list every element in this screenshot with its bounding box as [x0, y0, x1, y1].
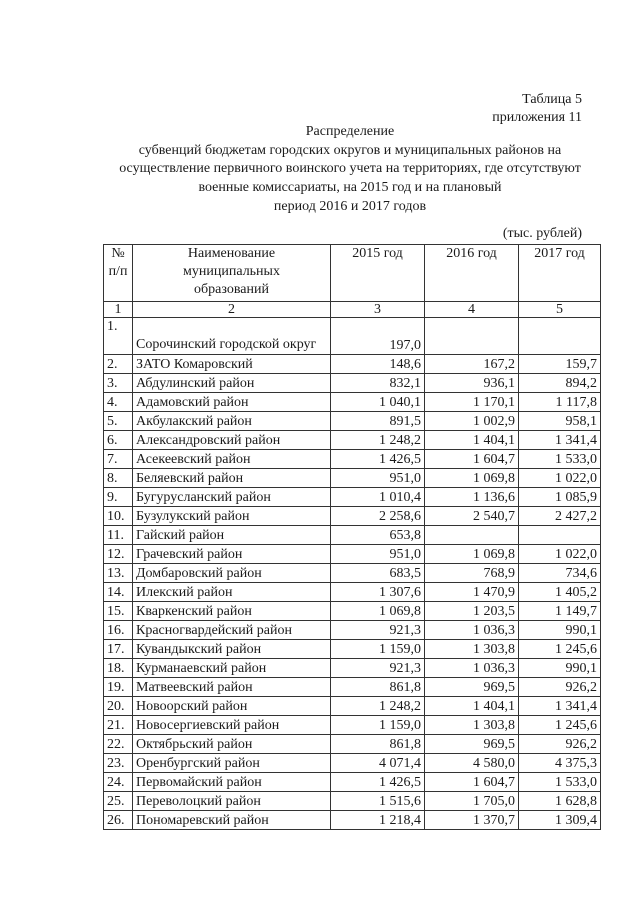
row-number: 8. [104, 469, 133, 488]
row-number: 16. [104, 621, 133, 640]
value-2015: 1 218,4 [331, 811, 425, 830]
row-number: 14. [104, 583, 133, 602]
value-2017: 1 628,8 [519, 792, 601, 811]
row-number: 9. [104, 488, 133, 507]
table-row [104, 318, 601, 355]
row-name: Октябрьский район [133, 735, 331, 754]
value-2016: 1 069,8 [425, 469, 519, 488]
table-row [104, 773, 601, 792]
table-row [104, 545, 601, 564]
value-2016: 969,5 [425, 735, 519, 754]
value-2017: 926,2 [519, 735, 601, 754]
col-number: 3 [331, 302, 425, 318]
value-2017 [519, 318, 601, 355]
title-line: военные комиссариаты, на 2015 год и на плановый [198, 180, 502, 196]
row-name: Бугурусланский район [133, 488, 331, 507]
title-line: осуществление первичного воинского учета на территориях, где отсутствуют [119, 161, 581, 177]
table-row [104, 526, 601, 545]
row-name: Первомайский район [133, 773, 331, 792]
col-number: 1 [104, 302, 133, 318]
subsidy-table [103, 244, 601, 830]
col-header-name: Наименование муниципальных образований [133, 245, 331, 302]
row-number: 1. [104, 318, 133, 355]
row-number: 17. [104, 640, 133, 659]
table-row [104, 564, 601, 583]
col-number: 5 [519, 302, 601, 318]
row-number: 21. [104, 716, 133, 735]
value-2015: 832,1 [331, 374, 425, 393]
units-label: (тыс. рублей) [502, 226, 582, 241]
value-2015: 683,5 [331, 564, 425, 583]
value-2015: 951,0 [331, 545, 425, 564]
col-header-2017: 2017 год [519, 245, 601, 302]
value-2017: 4 375,3 [519, 754, 601, 773]
value-2017: 926,2 [519, 678, 601, 697]
table-row [104, 716, 601, 735]
value-2017: 1 085,9 [519, 488, 601, 507]
column-number-row [104, 302, 601, 318]
table-row [104, 583, 601, 602]
row-name: Оренбургский район [133, 754, 331, 773]
value-2015: 148,6 [331, 355, 425, 374]
row-number: 12. [104, 545, 133, 564]
row-name: Грачевский район [133, 545, 331, 564]
table-row [104, 355, 601, 374]
value-2015: 1 010,4 [331, 488, 425, 507]
value-2015: 1 040,1 [331, 393, 425, 412]
table-label: Таблица 5 [522, 92, 582, 107]
value-2015: 861,8 [331, 678, 425, 697]
row-number: 6. [104, 431, 133, 450]
row-number: 2. [104, 355, 133, 374]
value-2015: 951,0 [331, 469, 425, 488]
value-2017: 1 245,6 [519, 716, 601, 735]
value-2015: 1 515,6 [331, 792, 425, 811]
document-title [70, 123, 630, 217]
row-name: Новосергиевский район [133, 716, 331, 735]
value-2016: 1 604,7 [425, 773, 519, 792]
value-2017: 990,1 [519, 621, 601, 640]
value-2015: 197,0 [331, 318, 425, 355]
value-2016: 4 580,0 [425, 754, 519, 773]
value-2017: 2 427,2 [519, 507, 601, 526]
value-2017: 734,6 [519, 564, 601, 583]
value-2016: 2 540,7 [425, 507, 519, 526]
value-2016 [425, 526, 519, 545]
table-row [104, 659, 601, 678]
value-2016: 1 036,3 [425, 659, 519, 678]
row-number: 20. [104, 697, 133, 716]
row-number: 25. [104, 792, 133, 811]
row-name: Адамовский район [133, 393, 331, 412]
value-2017: 1 533,0 [519, 450, 601, 469]
row-number: 26. [104, 811, 133, 830]
appendix-label: приложения 11 [492, 110, 582, 125]
row-name: Кваркенский район [133, 602, 331, 621]
value-2017: 1 341,4 [519, 431, 601, 450]
title-line: период 2016 и 2017 годов [273, 198, 427, 214]
table-row [104, 393, 601, 412]
value-2015: 1 426,5 [331, 450, 425, 469]
value-2016: 768,9 [425, 564, 519, 583]
table-row [104, 374, 601, 393]
row-name: Абдулинский район [133, 374, 331, 393]
value-2015: 1 426,5 [331, 773, 425, 792]
value-2017: 159,7 [519, 355, 601, 374]
value-2016: 167,2 [425, 355, 519, 374]
value-2017: 990,1 [519, 659, 601, 678]
row-name: Переволоцкий район [133, 792, 331, 811]
row-name: Беляевский район [133, 469, 331, 488]
value-2016: 1 303,8 [425, 640, 519, 659]
table-row [104, 469, 601, 488]
col-number: 4 [425, 302, 519, 318]
value-2015: 4 071,4 [331, 754, 425, 773]
table-row [104, 640, 601, 659]
table-row [104, 697, 601, 716]
value-2017: 1 022,0 [519, 469, 601, 488]
value-2015: 861,8 [331, 735, 425, 754]
value-2017: 1 117,8 [519, 393, 601, 412]
row-name: Красногвардейский район [133, 621, 331, 640]
row-name: Матвеевский район [133, 678, 331, 697]
row-name: Гайский район [133, 526, 331, 545]
table-row [104, 811, 601, 830]
value-2017: 894,2 [519, 374, 601, 393]
header-row [104, 245, 601, 302]
row-number: 19. [104, 678, 133, 697]
row-number: 15. [104, 602, 133, 621]
value-2015: 1 159,0 [331, 640, 425, 659]
row-name: Новоорский район [133, 697, 331, 716]
row-name: Домбаровский район [133, 564, 331, 583]
value-2017: 1 022,0 [519, 545, 601, 564]
table-row [104, 450, 601, 469]
row-number: 3. [104, 374, 133, 393]
table-row [104, 488, 601, 507]
value-2016: 936,1 [425, 374, 519, 393]
row-name: Кувандыкский район [133, 640, 331, 659]
value-2016: 1 036,3 [425, 621, 519, 640]
row-number: 24. [104, 773, 133, 792]
value-2017: 1 405,2 [519, 583, 601, 602]
value-2016: 1 303,8 [425, 716, 519, 735]
col-number: 2 [133, 302, 331, 318]
value-2015: 921,3 [331, 659, 425, 678]
table-row [104, 602, 601, 621]
row-number: 10. [104, 507, 133, 526]
value-2016: 1 404,1 [425, 431, 519, 450]
row-name: ЗАТО Комаровский [133, 355, 331, 374]
row-name: Курманаевский район [133, 659, 331, 678]
row-name: Асекеевский район [133, 450, 331, 469]
value-2017: 1 533,0 [519, 773, 601, 792]
row-number: 23. [104, 754, 133, 773]
value-2016: 1 069,8 [425, 545, 519, 564]
value-2016: 1 404,1 [425, 697, 519, 716]
table-row [104, 507, 601, 526]
value-2015: 1 307,6 [331, 583, 425, 602]
value-2015: 1 248,2 [331, 697, 425, 716]
table-row [104, 792, 601, 811]
row-number: 22. [104, 735, 133, 754]
value-2015: 1 069,8 [331, 602, 425, 621]
value-2017 [519, 526, 601, 545]
col-header-2016: 2016 год [425, 245, 519, 302]
value-2016: 1 136,6 [425, 488, 519, 507]
row-number: 4. [104, 393, 133, 412]
table-row [104, 621, 601, 640]
row-name: Пономаревский район [133, 811, 331, 830]
row-name: Акбулакский район [133, 412, 331, 431]
value-2017: 1 309,4 [519, 811, 601, 830]
col-header-number: № п/п [104, 245, 133, 302]
value-2016: 1 470,9 [425, 583, 519, 602]
col-header-2015: 2015 год [331, 245, 425, 302]
value-2015: 1 159,0 [331, 716, 425, 735]
value-2015: 921,3 [331, 621, 425, 640]
row-name: Александровский район [133, 431, 331, 450]
row-number: 5. [104, 412, 133, 431]
value-2017: 1 245,6 [519, 640, 601, 659]
value-2015: 2 258,6 [331, 507, 425, 526]
title-line: субвенций бюджетам городских округов и муниципальных районов на [138, 142, 562, 158]
value-2017: 1 341,4 [519, 697, 601, 716]
value-2015: 653,8 [331, 526, 425, 545]
value-2015: 891,5 [331, 412, 425, 431]
table-row [104, 678, 601, 697]
table-row [104, 735, 601, 754]
row-name: Бузулукский район [133, 507, 331, 526]
value-2016: 1 370,7 [425, 811, 519, 830]
row-number: 18. [104, 659, 133, 678]
value-2016: 1 604,7 [425, 450, 519, 469]
table-row [104, 431, 601, 450]
value-2015: 1 248,2 [331, 431, 425, 450]
row-number: 11. [104, 526, 133, 545]
row-name: Сорочинский городской округ [133, 318, 331, 355]
table-row [104, 412, 601, 431]
value-2016 [425, 318, 519, 355]
row-number: 7. [104, 450, 133, 469]
value-2016: 969,5 [425, 678, 519, 697]
value-2016: 1 705,0 [425, 792, 519, 811]
title-line: Распределение [305, 124, 395, 139]
value-2017: 1 149,7 [519, 602, 601, 621]
value-2016: 1 203,5 [425, 602, 519, 621]
table-row [104, 754, 601, 773]
value-2017: 958,1 [519, 412, 601, 431]
value-2016: 1 170,1 [425, 393, 519, 412]
row-number: 13. [104, 564, 133, 583]
row-name: Илекский район [133, 583, 331, 602]
value-2016: 1 002,9 [425, 412, 519, 431]
